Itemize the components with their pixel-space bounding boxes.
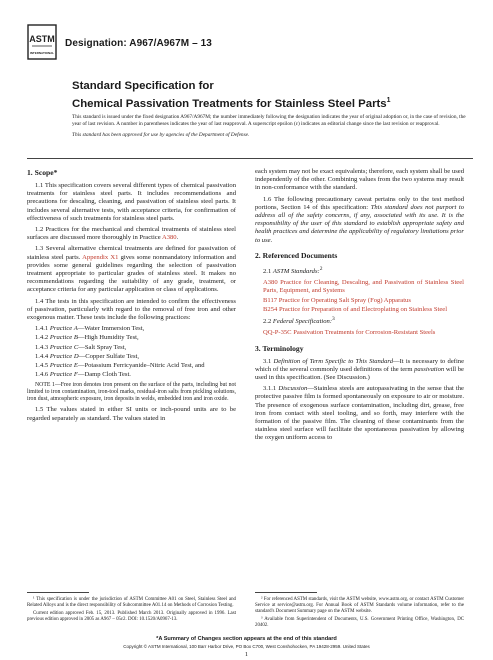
paragraph-1-1: 1.1 This specification covers several different types of chemical passivation treatments for stainless steel parts. It includes recommendations and precautions for descaling, cleaning, and passivation of stainless steel parts. It includes several alternative tests, with acceptance criteria, for confirmation of effectiveness of such treatments for stainless steel parts. xyxy=(27,182,236,222)
standard-notice xyxy=(72,114,472,139)
link-a380[interactable]: A380 xyxy=(161,234,177,242)
issuance-note: This standard is issued under the fixed designation A967/A967M; the number immediately following the designation indicates the year of original adoption or, in the case of revision, the year of last revision. A number in parentheses indicates the year of last reapproval. A superscript epsilon (ε) indicates an editorial change since the last revision or reapproval. xyxy=(72,114,466,127)
designation: Designation: A967/A967M – 13 xyxy=(65,38,212,49)
list-item: 1.4.5 Practice E—Potassium Ferricyanide–Nitric Acid Test, and xyxy=(35,362,205,370)
ref-title-link[interactable]: Passivation Treatments for Corrosion-Resistant Steels xyxy=(293,329,436,337)
footnote-1: ¹ This specification is under the jurisdiction of ASTM Committee A01 on Steel, Stainless Steel and Related Alloys and is the direct responsibility of Subcommittee A01.14 on Methods of Corrosion Testing. xyxy=(27,597,236,608)
ref-title-link[interactable]: Practice for Cleaning, Descaling, and Passivation of Stainless Steel Parts, Equipment, and Systems xyxy=(263,279,464,295)
footnotes-left xyxy=(27,597,236,625)
left-column xyxy=(27,168,236,426)
document-title xyxy=(72,80,452,111)
right-column xyxy=(255,168,464,446)
svg-text:INTERNATIONAL: INTERNATIONAL xyxy=(29,51,55,55)
reference-qq-p-35c xyxy=(255,329,464,337)
referenced-documents-heading: 2. Referenced Documents xyxy=(255,250,338,260)
title-line-2: Chemical Passivation Treatments for Stainless Steel Parts$^1$ xyxy=(72,96,391,110)
paragraph-1-5: 1.5 The values stated in either SI units or inch-pound units are to be regarded separately as standard. The values stated in xyxy=(27,406,236,422)
scope-heading: 1. Scope* xyxy=(27,168,58,177)
ref-code-link[interactable]: A380 xyxy=(263,279,278,287)
paragraph-3-1-1: 3.1.1 Discussion—Stainless steels are autopassivating in the sense that the protective passive film is formed spontaneously on exposure to air or moisture. The presence of exogenous surface contamination, including dirt, grease, free iron from contact with steel tooling, and so forth, may interfere with the formation of the passive film. The cleaning of these contaminants from the stainless steel surface will facilitate the spontaneous passivation by allowing the oxygen uniform access to xyxy=(255,385,464,442)
paragraph-1-4: 1.4 The tests in this specification are intended to confirm the effectiveness of passivation, particularly with regard to the removal of free iron and other exogenous matter. These tests include the following practices: xyxy=(27,297,236,322)
paragraph-3-1: 3.1 Definition of Term Specific to This Standard—It is necessary to define which of the several commonly used definitions of the term passivation will be used in this specification. (See Discussion.) xyxy=(255,357,464,382)
page-number: 1 xyxy=(244,651,249,658)
footnote-3: ³ Available from Superintendent of Documents, U.S. Government Printing Office, Washington, DC 20402. xyxy=(255,617,464,628)
reference-a380 xyxy=(255,279,464,295)
ref-code-link[interactable]: QQ-P-35C xyxy=(263,329,292,337)
ref-title-link[interactable]: Practice for Operating Salt Spray (Fog) Apparatus xyxy=(278,296,411,304)
link-appendix-x1[interactable]: Appendix X1 xyxy=(82,253,119,261)
ref-title-link[interactable]: Practice for Preparation of and Electroplating on Stainless Steel xyxy=(278,305,448,313)
copyright-line: Copyright © ASTM International, 100 Barr Harbor Drive, PO Box C700, West Conshohocken, PA 19428-2959. United States xyxy=(123,644,370,649)
footnote-2: ² For referenced ASTM standards, visit the ASTM website, www.astm.org, or contact ASTM Customer Service at service@astm.org. For Annual Book of ASTM Standards volume information, refer to the standard's Document Summary page on the ASTM website. xyxy=(255,597,464,614)
reference-b117 xyxy=(255,297,464,305)
footnote-divider-right xyxy=(255,592,317,593)
paragraph-1-6: 1.6 The following precautionary caveat pertains only to the test method portions, Section 14 of this specification: This standard does not purport to address all of the safety concerns, if any, associated with its use. It is the responsibility of the user of this standard to establish appropriate safety and health practices and determine the applicability of regulatory limitations prior to use. xyxy=(255,195,464,244)
svg-text:ASTM: ASTM xyxy=(29,34,55,44)
paragraph-1-3: 1.3 Several alternative chemical treatments are defined for passivation of stainless steel parts. Appendix X1 gives some nonmandatory information and provides some general guidelines regarding the selection of passivation treatment appropriate to particular grades of stainless steel. It makes no recommendations regarding the suitability of any grade, treatment, or acceptance criteria for any particular application or class of applications. xyxy=(27,245,236,294)
list-item: 1.4.4 Practice D—Copper Sulfate Test, xyxy=(35,352,139,360)
ref-code-link[interactable]: B117 xyxy=(263,296,278,304)
astm-standards-label: 2.1 ASTM Standards:$^2$ xyxy=(263,265,323,276)
summary-of-changes-note: *A Summary of Changes section appears at the end of this standard xyxy=(156,636,337,642)
paragraph-1-2: 1.2 Practices for the mechanical and chemical treatments of stainless steel surfaces are discussed more thoroughly in Practice A380. xyxy=(27,226,236,242)
federal-spec-label: 2.2 Federal Specification:$^3$ xyxy=(263,316,335,326)
terminology-heading: 3. Terminology xyxy=(255,343,304,353)
header-divider xyxy=(27,158,473,159)
title-footnote-mark: 1 xyxy=(386,96,391,104)
reference-b254 xyxy=(255,306,464,314)
paragraph-1-5-continued: each system may not be exact equivalents; therefore, each system shall be used independently of the other. Combining values from the two systems may result in non-conformance with the standard. xyxy=(255,168,464,192)
list-item: 1.4.6 Practice F—Damp Cloth Test. xyxy=(35,371,131,379)
list-item: 1.4.1 Practice A—Water Immersion Test, xyxy=(35,325,145,333)
list-item: 1.4.3 Practice C—Salt Spray Test, xyxy=(35,343,127,351)
note-1: NOTE 1—Free iron denotes iron present on the surface of the parts, including but not limited to iron contamination, iron-tool marks, residual-iron salts from pickling solutions, iron dust, atmospheric exposure, iron deposits in welds, embedded iron and iron oxide. xyxy=(27,382,236,403)
practice-list xyxy=(27,325,236,379)
astm-logo-icon xyxy=(27,24,57,60)
footnotes-right xyxy=(255,597,464,631)
footnote-1-edition: Current edition approved Feb. 15, 2013. Published March 2013. Originally approved in 1996. Last previous edition approved in 2005 as A967 – 05ε2. DOI: 10.1520/A0967-13. xyxy=(27,611,236,622)
ref-code-link[interactable]: B254 xyxy=(263,305,278,313)
dod-approval-note: This standard has been approved for use by agencies of the Department of Defense. xyxy=(72,132,250,139)
footnote-divider-left xyxy=(27,592,89,593)
title-line-1: Standard Specification for xyxy=(72,80,214,92)
list-item: 1.4.2 Practice B—High Humidity Test, xyxy=(35,334,139,342)
